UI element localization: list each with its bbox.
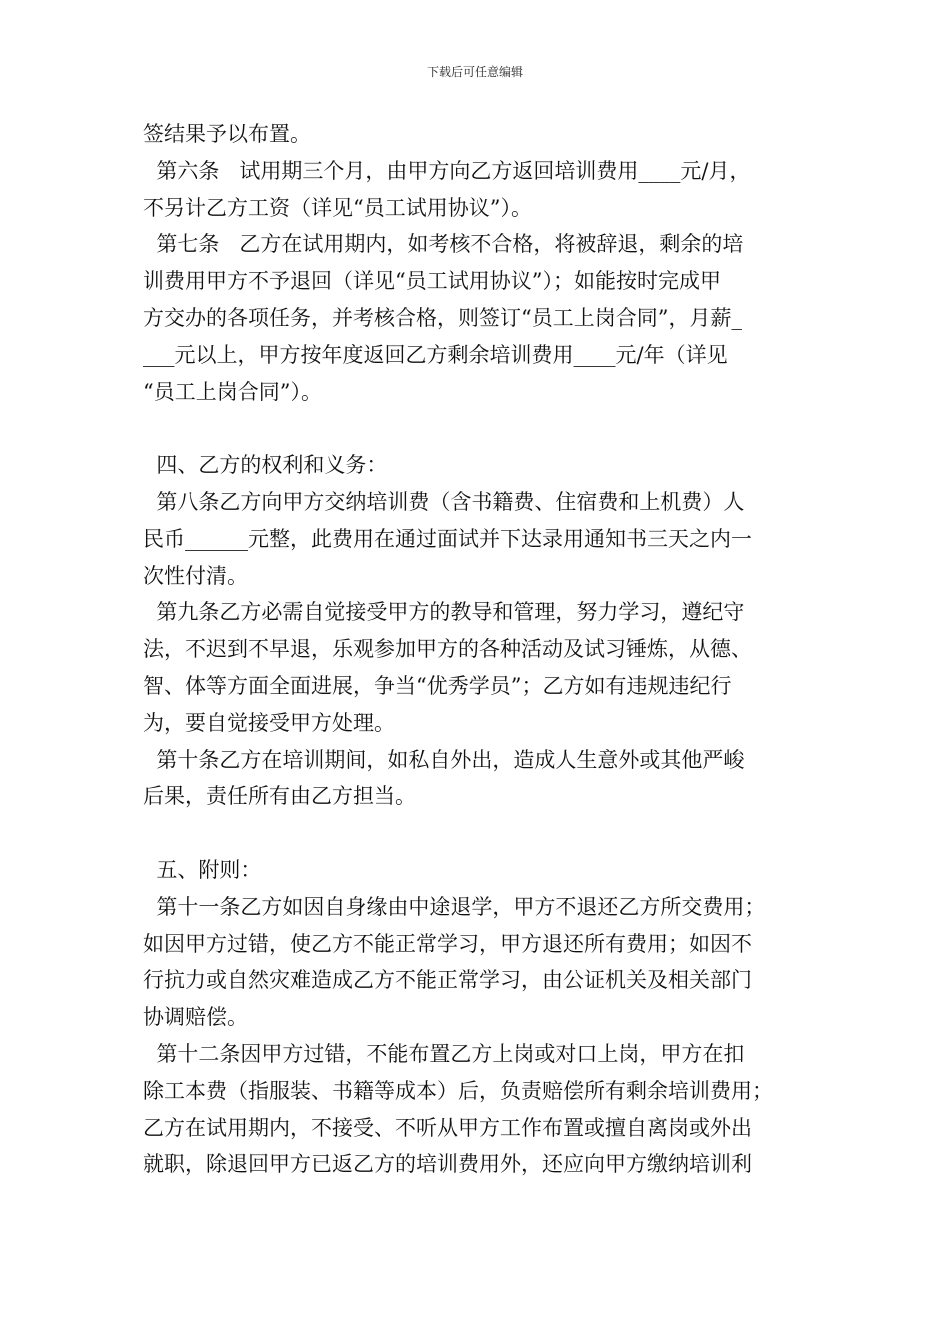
text-line: 除工本费（指服装、书籍等成本）后，负责赔偿所有剩余培训费用； [143,1078,773,1103]
text-line: 乙方在试用期内，不接受、不听从甲方工作布置或擅自离岗或外出 [143,1115,752,1140]
text-line: 第六条 试用期三个月，由甲方向乙方返回培训费用____元/月， [143,158,751,183]
text-line: 方交办的各项任务，并考核合格，则签订“员工上岗合同”，月薪_ [143,305,742,330]
text-line: 民币______元整，此费用在通过面试并下达录用通知书三天之内一 [143,526,752,551]
paragraph-article-7 [143,226,827,410]
text-line: 不另计乙方工资（详见“员工试用协议”）。 [143,195,532,220]
text-line: 第十一条乙方如因自身缘由中途退学，甲方不退还乙方所交费用； [143,894,766,919]
paragraph-article-11 [143,889,827,1036]
text-line: 法，不迟到不早退，乐观参加甲方的各种活动及试习锤炼，从德、 [143,637,752,662]
text-line: 智、体等方面全面进展，争当“优秀学员”；乙方如有违规违纪行 [143,673,732,698]
paragraph [143,116,827,153]
blank-line [143,815,827,852]
paragraph-article-8 [143,484,827,594]
text-line: 为，要自觉接受甲方处理。 [143,710,395,735]
text-line: 如因甲方过错，使乙方不能正常学习，甲方退还所有费用；如因不 [143,931,752,956]
blank-line [143,410,827,447]
text-line: 次性付清。 [143,563,248,588]
text-line: 就职，除退回甲方已返乙方的培训费用外，还应向甲方缴纳培训利 [143,1152,752,1177]
paragraph-article-10 [143,742,827,816]
page-header: 下载后可任意编辑 [426,65,523,79]
text-line: 后果，责任所有由乙方担当。 [143,784,416,809]
text-line: “员工上岗合同”）。 [143,379,322,404]
section-heading-4 [143,447,827,484]
text-line: 第八条乙方向甲方交纳培训费（含书籍费、住宿费和上机费）人 [143,489,745,514]
paragraph-article-9 [143,594,827,741]
document-body [143,116,827,1183]
text-line: ___元以上，甲方按年度返回乙方剩余培训费用____元/年（详见 [143,342,728,367]
text-line: 行抗力或自然灾难造成乙方不能正常学习，由公证机关及相关部门 [143,968,752,993]
section-heading-5 [143,852,827,889]
text-line: 第十二条因甲方过错，不能布置乙方上岗或对口上岗，甲方在扣 [143,1041,745,1066]
text-line: 训费用甲方不予退回（详见“员工试用协议”）；如能按时完成甲 [143,269,721,294]
text-line: 第七条 乙方在试用期内，如考核不合格，将被辞退，剩余的培 [143,232,744,257]
text-line: 协调赔偿。 [143,1005,248,1030]
section-heading: 四、乙方的权利和义务： [143,453,388,478]
text-line: 签结果予以布置。 [143,122,311,146]
section-heading: 五、附则： [143,857,262,882]
paragraph-article-12 [143,1036,827,1183]
paragraph-article-6 [143,153,827,227]
text-line: 第十条乙方在培训期间，如私自外出，造成人生意外或其他严峻 [143,747,745,772]
text-line: 第九条乙方必需自觉接受甲方的教导和管理，努力学习，遵纪守 [143,600,745,625]
